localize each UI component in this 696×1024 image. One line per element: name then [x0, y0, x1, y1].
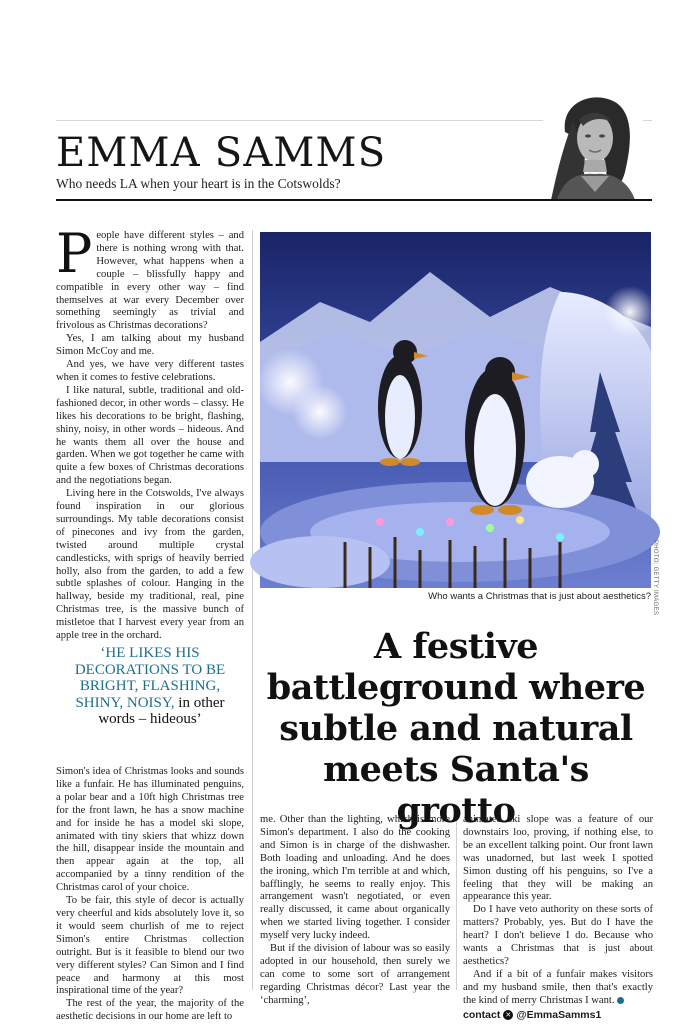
article-photo	[260, 232, 651, 588]
contact-line	[463, 1009, 653, 1022]
body-paragraph: And if a bit of a funfair makes visitors and my husband smile, then that's exactly the kind of merry Christmas I want.	[463, 968, 653, 1006]
body-paragraph: Do I have veto authority on these sorts of matters? Probably, yes. But do I have the heart? I don't believe I do. Because who wants a Christmas that is just about aesthetics?	[463, 904, 653, 967]
end-mark-icon	[617, 997, 624, 1004]
author-portrait	[543, 92, 643, 200]
body-column-left-top	[56, 222, 244, 643]
header-rule	[56, 199, 652, 201]
author-byline: EMMA SAMMS	[56, 130, 387, 176]
body-paragraph: Living here in the Cotswolds, I've always found inspiration in our glorious surroundings. My table decorations consist of pinecones and ivy from the garden, twisted around multiple crystal candlesticks, with sprigs of heavily berried holly, also from the garden, to add a few subtle splashes of colour. Hanging in the hallway, beside my traditional, real, pine Christmas tree, is the massive bunch of mistletoe that I harvest every year from an apple tree in the orchard.	[56, 488, 244, 642]
body-paragraph: And yes, we have very different tastes when it comes to festive celebrations.	[56, 359, 244, 383]
contact-label: contact	[463, 1008, 501, 1021]
body-paragraph: People have different styles – and there is nothing wrong with that. However, what happens when a couple – blissfully happy and compatible in every other way – find themselves at war every December over something seemingly as trivial and frivolous as Christmas decorations?	[56, 222, 244, 332]
column-divider	[456, 814, 457, 990]
body-paragraph: animated ski slope was a feature of our downstairs loo, proving, if nothing else, to be an excellent talking point. Our front lawn was unadorned, but last week I spotted Simon dusting off his penguins, so I've a feeling that they will be making an appearance this year.	[463, 814, 653, 903]
body-paragraph: Simon's idea of Christmas looks and sounds like a funfair. He has illuminated penguins, a polar bear and a 10ft high Christmas tree for the front lawn, he has a snow machine and for inside he has a model ski slope, animated with tiny skiers that whizz down the hill, disappear inside the mountain and then appear again at the top, all accompanied by a tinny rendition of the Christmas carol of your choice.	[56, 766, 244, 894]
pull-quote-rest: in other words – hideous’	[98, 694, 225, 727]
body-paragraph: Yes, I am talking about my husband Simon McCoy and me.	[56, 333, 244, 358]
drop-cap: P	[56, 222, 93, 285]
photo-caption: Who wants a Christmas that is just about aesthetics?	[428, 591, 651, 602]
column-divider	[252, 230, 253, 990]
body-paragraph: I like natural, subtle, traditional and old-fashioned decor, in other words – classy. He likes his decorations to be bright, flashing, shiny, noisy, in other words – hideous. And he wants them all over the house and garden. When we got together he came with quite a few boxes of Christmas decorations and the negotiations began.	[56, 384, 244, 487]
body-column-left-bottom	[56, 766, 244, 1024]
photo-credit: PHOTO: GETTY IMAGES	[652, 540, 658, 616]
pull-quote	[56, 645, 244, 728]
x-icon: ✕	[503, 1010, 513, 1020]
body-paragraph: The rest of the year, the majority of the aesthetic decisions in our home are left to	[56, 998, 244, 1023]
contact-handle[interactable]: @EmmaSamms1	[516, 1008, 602, 1021]
standfirst: Who needs LA when your heart is in the Cotswolds?	[56, 176, 341, 191]
body-paragraph: me. Other than the lighting, which is more Simon's department. I also do the cooking and Simon is in charge of the dishwasher. Both loading and unloading. And he does the ironing, which I'm terrible at and which, bafflingly, he seems to really enjoy. This arrangement wasn't negotiated, or even really discussed, it came about organically when we started living together. I consider myself very lucky indeed.	[260, 814, 450, 942]
headline: A festive battleground where subtle and natural meets Santa's grotto	[266, 626, 646, 831]
body-paragraph: But if the division of labour was so easily adopted in our household, then surely we can come to some sort of arrangement regarding Christmas décor? Last year the ‘charming’,	[260, 943, 450, 1006]
body-column-right	[463, 814, 653, 1022]
body-column-middle	[260, 814, 450, 1008]
pull-quote-highlight: ‘HE LIKES HIS DECORATIONS TO BE BRIGHT, FLASHING, SHINY, NOISY,	[74, 645, 226, 711]
body-paragraph: To be fair, this style of decor is actually very cheerful and kids absolutely love it, so it would seem churlish of me to reject Simon's entire Christmas collection outright. But is it feasible to blend our two very different styles? Can Simon and I find peace and harmony at this most inspirational time of the year?	[56, 895, 244, 997]
